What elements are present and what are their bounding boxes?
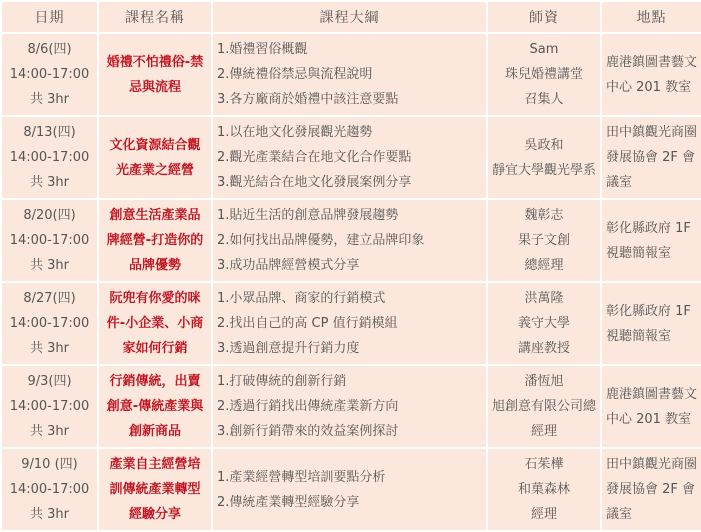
table-row bbox=[2, 117, 701, 198]
course-title-cell bbox=[99, 34, 211, 115]
teacher-cell bbox=[488, 34, 600, 115]
outline-item: 2.如何找出品牌優勢，建立品牌印象 bbox=[217, 233, 425, 248]
header-location: 地點 bbox=[602, 2, 701, 32]
location-cell bbox=[602, 34, 701, 115]
teacher-line: 潘恆旭 bbox=[524, 374, 564, 389]
outline-item: 3.創新行銷帶來的效益案例探討 bbox=[217, 424, 399, 439]
date-line: 9/10 (四) bbox=[21, 457, 78, 472]
date-cell bbox=[2, 366, 97, 447]
table-row bbox=[2, 449, 701, 530]
course-title: 產業自主經營培訓傳統產業轉型經驗分享 bbox=[109, 457, 201, 522]
outline-item: 3.觀光結合在地文化發展案例分享 bbox=[217, 175, 412, 190]
outline-item: 1.貼近生活的創意品牌發展趨勢 bbox=[217, 208, 399, 223]
teacher-line: 吳政和 bbox=[524, 137, 564, 153]
date-line: 14:00-17:00 bbox=[9, 399, 90, 414]
teacher-line: 經理 bbox=[530, 424, 557, 439]
outline-cell bbox=[213, 283, 486, 364]
course-title: 婚禮不怕禮俗-禁忌與流程 bbox=[106, 54, 204, 95]
header-date: 日期 bbox=[2, 2, 97, 32]
date-line: 8/27(四) bbox=[23, 291, 76, 306]
teacher-line: 珠兒婚禮講堂 bbox=[504, 67, 583, 82]
outline-item: 1.產業經營轉型培訓要點分析 bbox=[217, 469, 386, 485]
location-cell bbox=[602, 283, 701, 364]
header-outline: 課程大綱 bbox=[213, 2, 486, 32]
teacher-line: 召集人 bbox=[524, 92, 564, 107]
location-text: 鹿港鎮圖書藝文中心 201 教室 bbox=[606, 54, 697, 95]
date-line: 14:00-17:00 bbox=[9, 67, 90, 82]
teacher-cell bbox=[488, 449, 600, 530]
header-teacher: 師資 bbox=[488, 2, 600, 32]
table-row bbox=[2, 283, 701, 364]
course-title-cell bbox=[99, 117, 211, 198]
course-title: 行銷傳統，出賣創意-傳統產業與創新商品 bbox=[106, 374, 204, 439]
teacher-line: 果子文創 bbox=[517, 233, 570, 248]
teacher-line: 和菓森林 bbox=[517, 482, 570, 497]
date-line: 8/6(四) bbox=[27, 42, 72, 57]
table-row bbox=[2, 366, 701, 447]
date-line: 9/3(四) bbox=[27, 374, 72, 389]
date-cell bbox=[2, 117, 97, 198]
header-course-name: 課程名稱 bbox=[99, 2, 211, 32]
course-title: 文化資源結合觀光產業之經營 bbox=[109, 137, 201, 178]
outline-item: 2.找出自己的高 CP 值行銷模組 bbox=[217, 316, 398, 331]
date-cell bbox=[2, 449, 97, 530]
teacher-line: 旭創意有限公司總 bbox=[492, 399, 596, 414]
table-row bbox=[2, 34, 701, 115]
date-line: 8/20(四) bbox=[23, 208, 76, 223]
outline-item: 1.以在地文化發展觀光趨勢 bbox=[217, 125, 373, 140]
course-title-cell bbox=[99, 366, 211, 447]
outline-item: 1.小眾品牌、商家的行銷模式 bbox=[217, 291, 386, 306]
outline-item: 1.婚禮習俗概觀 bbox=[217, 42, 308, 57]
course-title-cell bbox=[99, 449, 211, 530]
outline-item: 2.觀光產業結合在地文化合作要點 bbox=[217, 150, 412, 165]
date-cell bbox=[2, 34, 97, 115]
outline-cell bbox=[213, 117, 486, 198]
date-line: 14:00-17:00 bbox=[9, 482, 90, 497]
teacher-line: 洪萬隆 bbox=[524, 291, 564, 306]
teacher-line: 經理 bbox=[530, 507, 557, 522]
course-title-cell bbox=[99, 283, 211, 364]
date-line: 14:00-17:00 bbox=[9, 316, 90, 331]
outline-item: 3.透過創意提升行銷力度 bbox=[217, 341, 360, 356]
teacher-line: 義守大學 bbox=[517, 316, 570, 331]
date-cell bbox=[2, 200, 97, 281]
outline-item: 2.傳統產業轉型經驗分享 bbox=[217, 494, 360, 510]
outline-item: 2.透過行銷找出傳統產業新方向 bbox=[217, 399, 399, 414]
teacher-line: 魏彰志 bbox=[524, 208, 564, 223]
outline-item: 1.打破傳統的創新行銷 bbox=[217, 374, 347, 389]
date-line: 共 3hr bbox=[30, 175, 69, 190]
outline-item: 3.各方廠商於婚禮中該注意要點 bbox=[217, 92, 399, 107]
outline-cell bbox=[213, 449, 486, 530]
date-line: 共 3hr bbox=[30, 92, 69, 107]
outline-cell bbox=[213, 34, 486, 115]
location-cell bbox=[602, 366, 701, 447]
teacher-line: 總經理 bbox=[524, 258, 564, 273]
location-text: 鹿港鎮圖書藝文中心 201 教室 bbox=[606, 386, 697, 427]
location-text: 田中鎮觀光商圈發展協會 2F 會議室 bbox=[606, 125, 697, 190]
date-line: 8/13(四) bbox=[23, 125, 76, 140]
date-line: 14:00-17:00 bbox=[9, 150, 90, 165]
date-cell bbox=[2, 283, 97, 364]
location-text: 彰化縣政府 1F 視聽簡報室 bbox=[606, 220, 691, 261]
date-line: 共 3hr bbox=[30, 424, 69, 439]
teacher-cell bbox=[488, 283, 600, 364]
table-row bbox=[2, 200, 701, 281]
outline-cell bbox=[213, 366, 486, 447]
location-cell bbox=[602, 117, 701, 198]
outline-item: 2.傳統禮俗禁忌與流程說明 bbox=[217, 67, 373, 82]
teacher-line: 靜宜大學觀光學系 bbox=[492, 162, 596, 178]
location-cell bbox=[602, 449, 701, 530]
teacher-line: 石茱樺 bbox=[524, 457, 564, 472]
date-line: 共 3hr bbox=[30, 258, 69, 273]
course-title: 阮兜有你愛的咪件-小企業、小商家如何行銷 bbox=[106, 291, 204, 356]
location-cell bbox=[602, 200, 701, 281]
header-row bbox=[2, 2, 701, 32]
teacher-cell bbox=[488, 200, 600, 281]
outline-item: 3.成功品牌經營模式分享 bbox=[217, 258, 360, 273]
location-text: 彰化縣政府 1F 視聽簡報室 bbox=[606, 303, 691, 344]
teacher-line: Sam bbox=[529, 42, 559, 57]
course-title: 創意生活產業品牌經營-打造你的品牌優勢 bbox=[106, 208, 204, 273]
location-text: 田中鎮觀光商圈發展協會 2F 會議室 bbox=[606, 457, 697, 522]
date-line: 共 3hr bbox=[30, 507, 69, 522]
date-line: 共 3hr bbox=[30, 341, 69, 356]
date-line: 14:00-17:00 bbox=[9, 233, 90, 248]
teacher-cell bbox=[488, 366, 600, 447]
teacher-cell bbox=[488, 117, 600, 198]
course-title-cell bbox=[99, 200, 211, 281]
teacher-line: 講座教授 bbox=[517, 341, 570, 356]
outline-cell bbox=[213, 200, 486, 281]
